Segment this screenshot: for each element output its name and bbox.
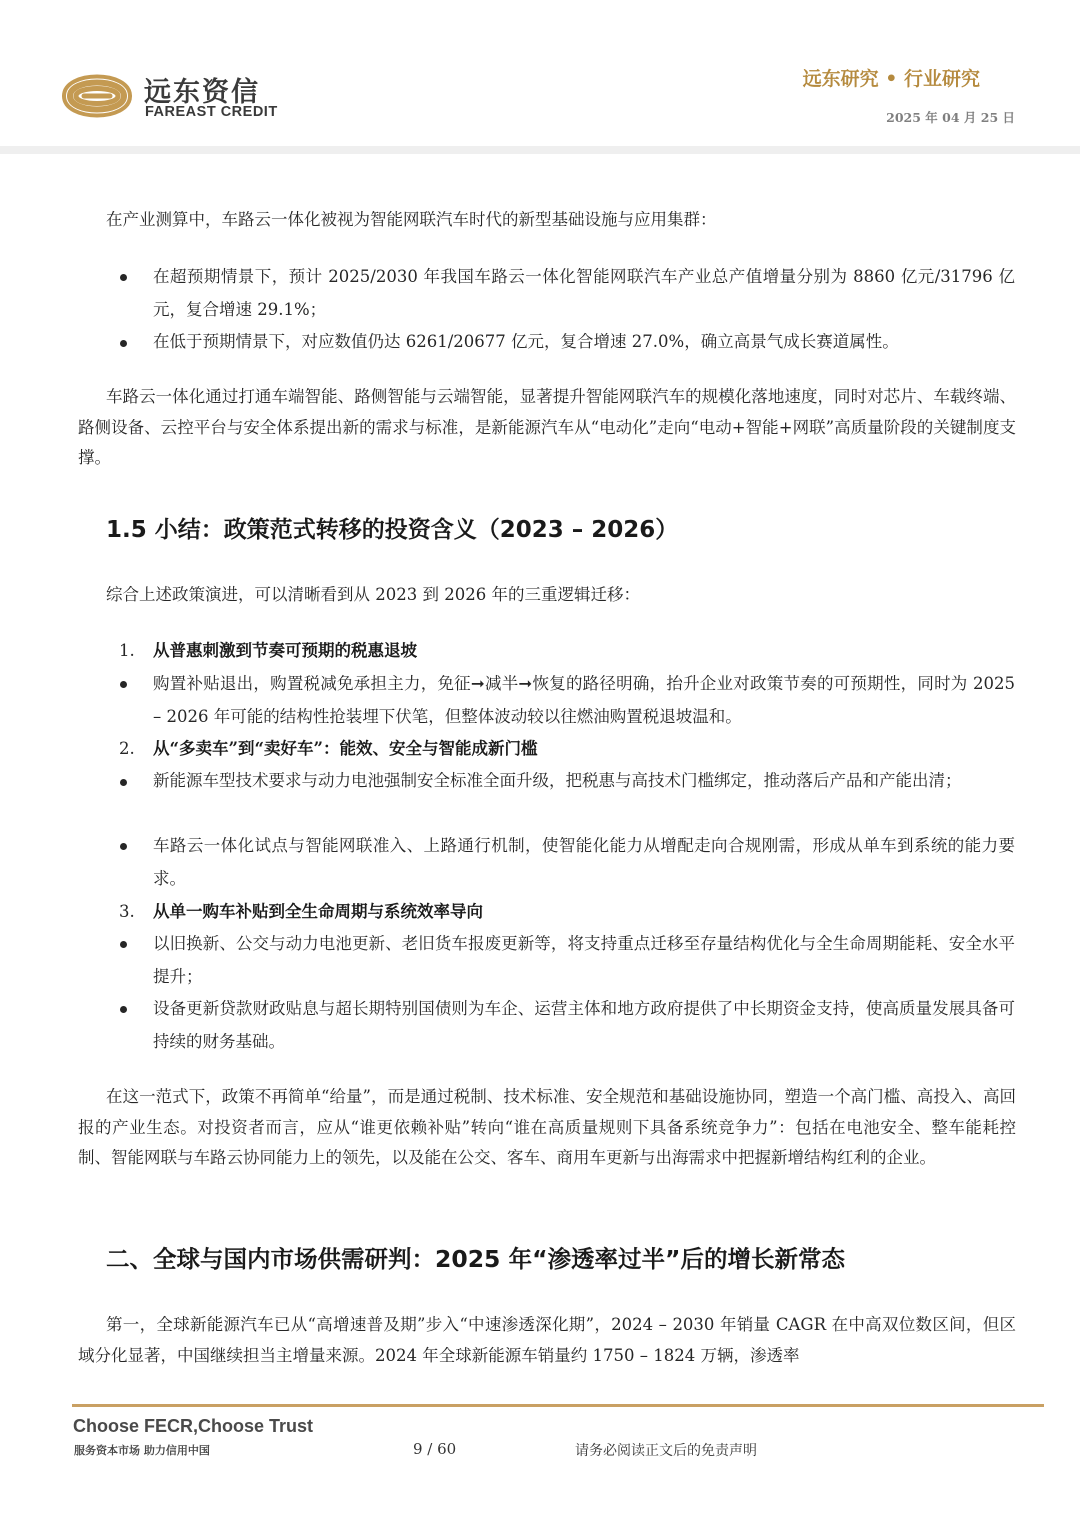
market-analysis-paragraph: 第一，全球新能源汽车已从“高增速普及期”步入“中速渗透深化期”，2024 – 2030 年销量 CAGR 在中高双位数区间，但区域分化显著，中国继续担当主增量来源。2024 年全球新能源车销量约 1750 – 1824 万辆，渗透率 <box>78 1315 1016 1365</box>
bullet-text: 在超预期情景下，预计 2025/2030 年我国车路云一体化智能网联汽车产业总产值增量分别为 8860 亿元/31796 亿元，复合增速 29.1%； <box>153 267 1015 319</box>
bullet-text: 新能源车型技术要求与动力电池强制安全标准全面升级，把税惠与高技术门槛绑定，推动落后产品和产能出清； <box>153 771 962 790</box>
section-heading-1-5: 1.5 小结：政策范式转移的投资含义（2023 – 2026） <box>106 517 679 543</box>
bullet-text: 以旧换新、公交与动力电池更新、老旧货车报废更新等，将支持重点迁移至存量结构优化与全生命周期能耗、安全水平提升； <box>153 934 1015 986</box>
bullet-text: 购置补贴退出，购置税减免承担主力，免征➞减半➞恢复的路径明确，抬升企业对政策节奏的可预期性，同时为 2025 – 2026 年可能的结构性抢装埋下伏笔，但整体波动较以往燃油购置税退坡温和。 <box>153 674 1015 726</box>
bullet-dot <box>120 941 127 948</box>
footer-subtitle: 服务资本市场 助力信用中国 <box>74 1444 210 1457</box>
bullet-text: 车路云一体化试点与智能网联准入、上路通行机制，使智能化能力从增配走向合规刚需，形成从单车到系统的能力要求。 <box>153 836 1015 888</box>
logo-chinese-name: 远东资信 <box>144 77 260 108</box>
list-number: 3. <box>119 902 135 921</box>
policy-paradigm-conclusion: 在这一范式下，政策不再简单“给量”，而是通过税制、技术标准、安全规范和基础设施协同，塑造一个高门槛、高投入、高回报的产业生态。对投资者而言，应从“谁更依赖补贴”转向“谁在高质量规则下具备系统竞争力”：包括在电池安全、整车能耗控制、智能网联与车路云协同能力上的领先，以及能在公交、客车、商用车更新与出海需求中把握新增结构红利的企业。 <box>78 1087 1016 1167</box>
section-1-5-intro: 综合上述政策演进，可以清晰看到从 2023 到 2026 年的三重逻辑迁移： <box>106 585 640 604</box>
list-item-title: 从“多卖车”到“卖好车”：能效、安全与智能成新门槛 <box>153 739 538 758</box>
list-number: 1. <box>119 641 135 660</box>
fareast-credit-logo-icon <box>62 66 132 122</box>
bullet-text: 设备更新贷款财政贴息与超长期特别国债则为车企、运营主体和地方政府提供了中长期资金支持，使高质量发展具备可持续的财务基础。 <box>153 999 1015 1051</box>
logo-english-name: FAREAST CREDIT <box>145 104 278 120</box>
vehicle-road-cloud-paragraph: 车路云一体化通过打通车端智能、路侧智能与云端智能，显著提升智能网联汽车的规模化落地速度，同时对芯片、车载终端、路侧设备、云控平台与安全体系提出新的需求与标准，是新能源汽车从“电动化”走向“电动+智能+网联”高质量阶段的关键制度支撑。 <box>78 387 1016 467</box>
page-number: 9 / 60 <box>413 1440 457 1458</box>
section-heading-2: 二、全球与国内市场供需研判：2025 年“渗透率过半”后的增长新常态 <box>106 1245 845 1273</box>
report-date: 2025 年 04 月 25 日 <box>886 110 1015 125</box>
header-divider <box>0 146 1080 154</box>
bullet-dot <box>120 340 127 347</box>
footer-slogan: Choose FECR,Choose Trust <box>73 1416 314 1436</box>
report-type-label: 远东研究 • 行业研究 <box>802 68 980 90</box>
bullet-dot <box>120 779 127 786</box>
industry-estimate-intro: 在产业测算中，车路云一体化被视为智能网联汽车时代的新型基础设施与应用集群： <box>106 210 717 229</box>
bullet-dot <box>120 681 127 688</box>
bullet-dot <box>120 274 127 281</box>
bullet-dot <box>120 843 127 850</box>
bullet-text: 在低于预期情景下，对应数值仍达 6261/20677 亿元，复合增速 27.0%，确立高景气成长赛道属性。 <box>153 332 899 351</box>
list-item-title: 从单一购车补贴到全生命周期与系统效率导向 <box>153 902 483 921</box>
list-item-title: 从普惠刺激到节奏可预期的税惠退坡 <box>153 641 417 660</box>
footer-divider <box>72 1404 1044 1407</box>
bullet-dot <box>120 1006 127 1013</box>
disclaimer-note: 请务必阅读正文后的免责声明 <box>575 1443 757 1459</box>
list-number: 2. <box>119 739 135 758</box>
